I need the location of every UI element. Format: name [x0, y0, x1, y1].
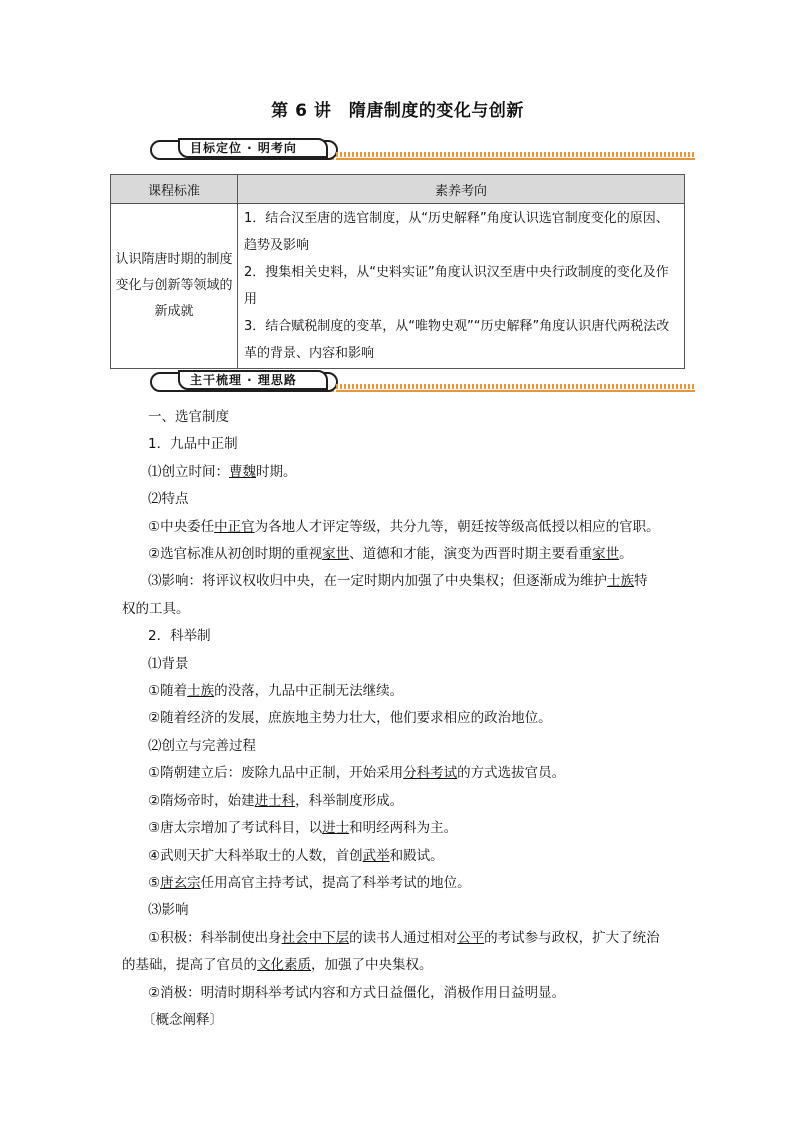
- table-cell-standard: 认识隋唐时期的制度变化与创新等领域的新成就: [111, 204, 238, 369]
- paragraph: ①隋朝建立后：废除九品中正制，开始采用分科考试的方式选拔官员。: [148, 765, 566, 782]
- section-banner-main: [150, 372, 695, 396]
- paragraph: ④武则天扩大科举取士的人数，首创武举和殿试。: [148, 847, 444, 864]
- paragraph: 〔概念阐释〕: [142, 1011, 223, 1028]
- paragraph: ⑶影响：将评议权收归中央，在一定时期内加强了中央集权；但逐渐成为维护士族特: [148, 573, 648, 590]
- table-header: 课程标准: [111, 175, 238, 204]
- paragraph: ⑤唐玄宗任用高官主持考试，提高了科举考试的地位。: [148, 874, 471, 891]
- subsection-heading: 2．科举制: [148, 628, 211, 645]
- table-row: [111, 204, 685, 369]
- banner-label: 主干梳理 · 理思路: [178, 370, 328, 390]
- paragraph: ⑵特点: [148, 491, 189, 508]
- paragraph: 权的工具。: [122, 600, 190, 617]
- list-item: 3．结合赋税制度的变革，从“唯物史观”“历史解释”角度认识唐代两税法改革的背景、内容和影响: [244, 319, 670, 361]
- paragraph: ⑴背景: [148, 655, 189, 672]
- curriculum-table: [110, 174, 685, 369]
- table-header: 素养考向: [238, 175, 685, 204]
- page-title: 第 6 讲 隋唐制度的变化与创新: [271, 101, 524, 121]
- paragraph: ②选官标准从初创时期的重视家世、道德和才能，演变为西晋时期主要看重家世。: [148, 546, 633, 563]
- paragraph: ①随着士族的没落，九品中正制无法继续。: [148, 683, 404, 700]
- paragraph: ③唐太宗增加了考试科目，以进士和明经两科为主。: [148, 820, 458, 837]
- paragraph: ⑵创立与完善过程: [148, 737, 256, 754]
- paragraph: 的基础，提高了官员的文化素质，加强了中央集权。: [122, 957, 433, 974]
- banner-label: 目标定位 · 明考向: [178, 138, 328, 158]
- paragraph: ①积极：科举制使出身社会中下层的读书人通过相对公平的考试参与政权，扩大了统治: [148, 929, 660, 946]
- paragraph: ②随着经济的发展，庶族地主势力壮大，他们要求相应的政治地位。: [148, 710, 552, 727]
- table-cell-items: [238, 204, 685, 369]
- paragraph: ⑶影响: [148, 902, 189, 919]
- list-item: 1．结合汉至唐的选官制度，从“历史解释”角度认识选官制度变化的原因、趋势及影响: [244, 211, 669, 253]
- paragraph: ①中央委任中正官为各地人才评定等级，共分九等，朝廷按等级高低授以相应的官职。: [148, 518, 660, 535]
- table-header-row: [111, 175, 685, 204]
- list-item: 2．搜集相关史料，从“史料实证”角度认识汉至唐中央行政制度的变化及作用: [244, 265, 669, 307]
- main-content: [122, 404, 692, 1034]
- paragraph: ②消极：明清时期科举考试内容和方式日益僵化，消极作用日益明显。: [148, 984, 566, 1001]
- paragraph: ⑴创立时间：曹魏时期。: [148, 463, 297, 480]
- subsection-heading: 1．九品中正制: [148, 436, 238, 453]
- section-heading: 一、选官制度: [148, 409, 229, 425]
- section-banner-goals: [150, 140, 695, 164]
- paragraph: ②隋炀帝时，始建进士科，科举制度形成。: [148, 792, 404, 809]
